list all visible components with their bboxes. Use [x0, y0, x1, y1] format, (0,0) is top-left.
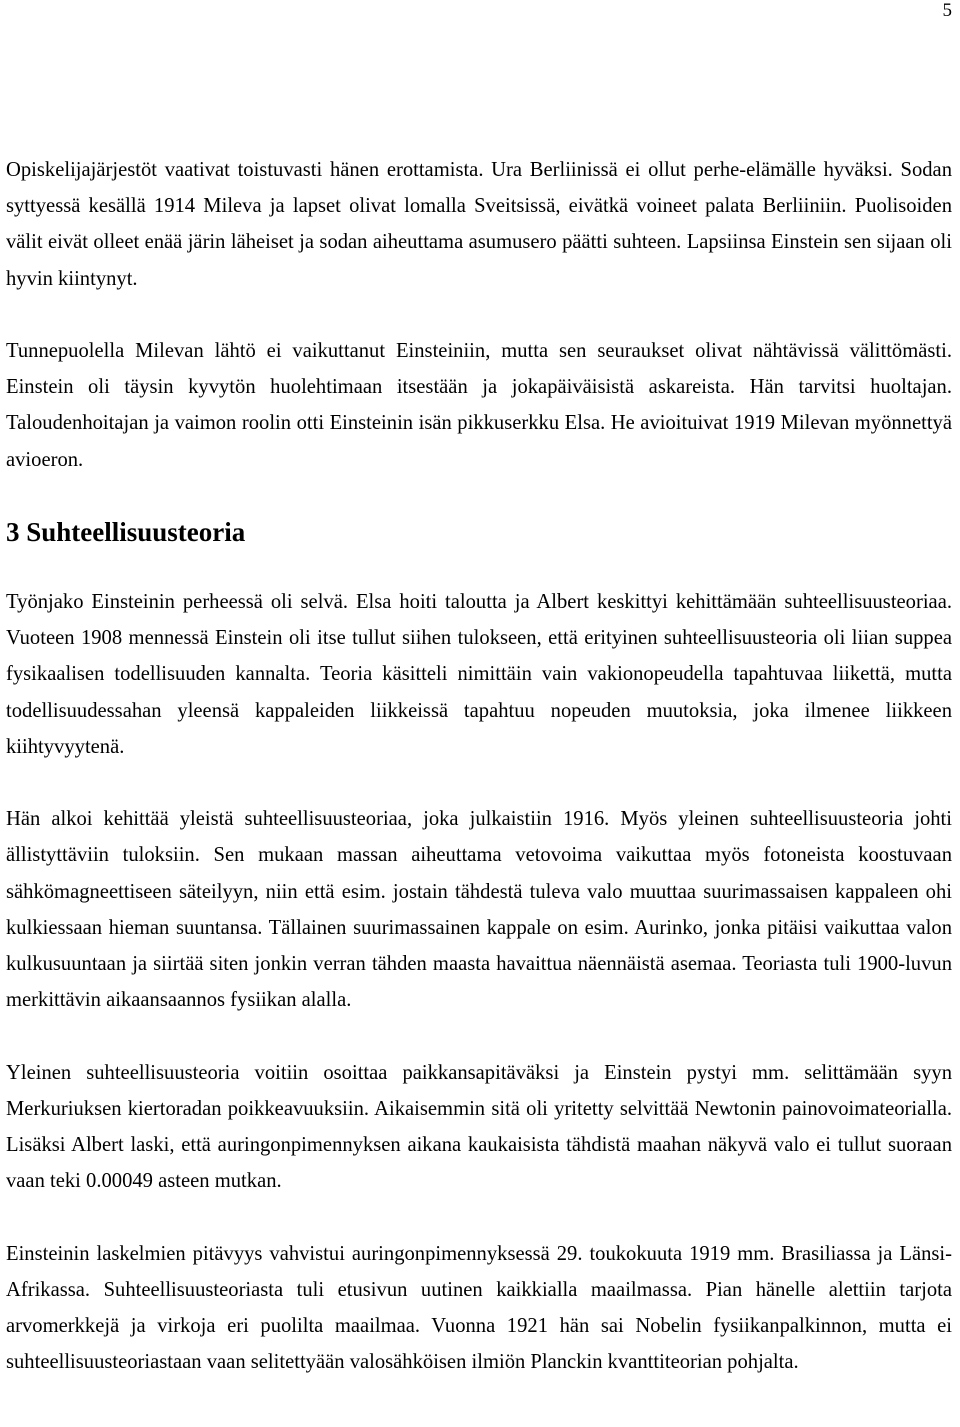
page-content: [6, 152, 952, 1380]
paragraph: Opiskelijajärjestöt vaativat toistuvasti hänen erottamista. Ura Berliinissä ei ollut perhe-elämälle hyväksi. Sodan syttyessä kesällä 1914 Mileva ja lapset olivat lomalla Sveitsissä, eivätkä voineet palata Berliiniin. Puolisoiden välit eivät olleet enää järin läheiset ja sodan aiheuttama asumusero päätti suhteen. Lapsiinsa Einstein sen sijaan oli hyvin kiintynyt.: [6, 159, 952, 290]
paragraph: Tunnepuolella Milevan lähtö ei vaikuttanut Einsteiniin, mutta sen seuraukset olivat nähtävissä välittömästi. Einstein oli täysin kyvytön huolehtimaan itsestään ja jokapäiväisistä askareista. Hän tarvitsi huoltajan. Taloudenhoitajan ja vaimon roolin otti Einsteinin isän pikkuserkku Elsa. He avioituivat 1919 Milevan myönnettyä avioeron.: [6, 340, 952, 471]
paragraph: Yleinen suhteellisuusteoria voitiin osoittaa paikkansapitäväksi ja Einstein pystyi mm. selittämään syyn Merkuriuksen kiertoradan poikkeavuuksiin. Aikaisemmin sitä oli yritetty selvittää Newtonin painovoimateorialla. Lisäksi Albert laski, että auringonpimennyksen aikana kaukaisista tähdistä maahan näkyvä valo ei tullut suoraan vaan teki 0.00049 asteen mutkan.: [6, 1061, 952, 1193]
section-heading: 3 Suhteellisuusteoria: [6, 517, 246, 547]
paragraph: Einsteinin laskelmien pitävyys vahvistui auringonpimennyksessä 29. toukokuuta 1919 mm. Brasiliassa ja Länsi- Afrikassa. Suhteellisuusteoriasta tuli etusivun uutinen kaikkialla maailmassa. Pian hänelle alettiin tarjota arvomerkkejä ja virkoja eri puolilta maailmaa. Vuonna 1921 hän sai Nobelin fysiikanpalkinnon, mutta ei suhteellisuusteoriastaan vaan selitettyään valosähköisen ilmiön Planckin kvanttiteorian pohjalta.: [6, 1242, 952, 1374]
page-number: 5: [942, 0, 952, 21]
paragraph: Työnjako Einsteinin perheessä oli selvä. Elsa hoiti taloutta ja Albert keskittyi kehittämään suhteellisuusteoriaa. Vuoteen 1908 mennessä Einstein oli itse tullut siihen tulokseen, että erityinen suhteellisuusteoria oli liian suppea fysikaalisen todellisuuden kannalta. Teoria käsitteli nimittäin vain vakionopeudella tapahtuvaa liikettä, mutta todellisuudessahan yleensä kappaleiden liikkeissä tapahtuu nopeuden muutoksia, joka ilmenee liikkeen kiihtyvyytenä.: [6, 591, 952, 758]
paragraph: Hän alkoi kehittää yleistä suhteellisuusteoriaa, joka julkaistiin 1916. Myös yleinen suhteellisuusteoria johti ällistyttäviin tuloksiin. Sen mukaan massan aiheuttama vetovoima vaikuttaa myös fotoneista koostuvaan sähkömagneettiseen säteilyyn, niin että esim. jostain tähdestä tuleva valo muuttaa suurimassaisen kappaleen ohi kulkiessaan hieman suuntansa. Tällainen suurimassainen kappale on esim. Aurinko, jonka pitäisi vaikuttaa valon kulkusuuntaan ja siirtää siten jonkin verran tähden maasta havaittua näennäistä asemaa. Teoriasta tuli 1900-luvun merkittävin aikaansaannos fysiikan alalla.: [6, 808, 952, 1012]
